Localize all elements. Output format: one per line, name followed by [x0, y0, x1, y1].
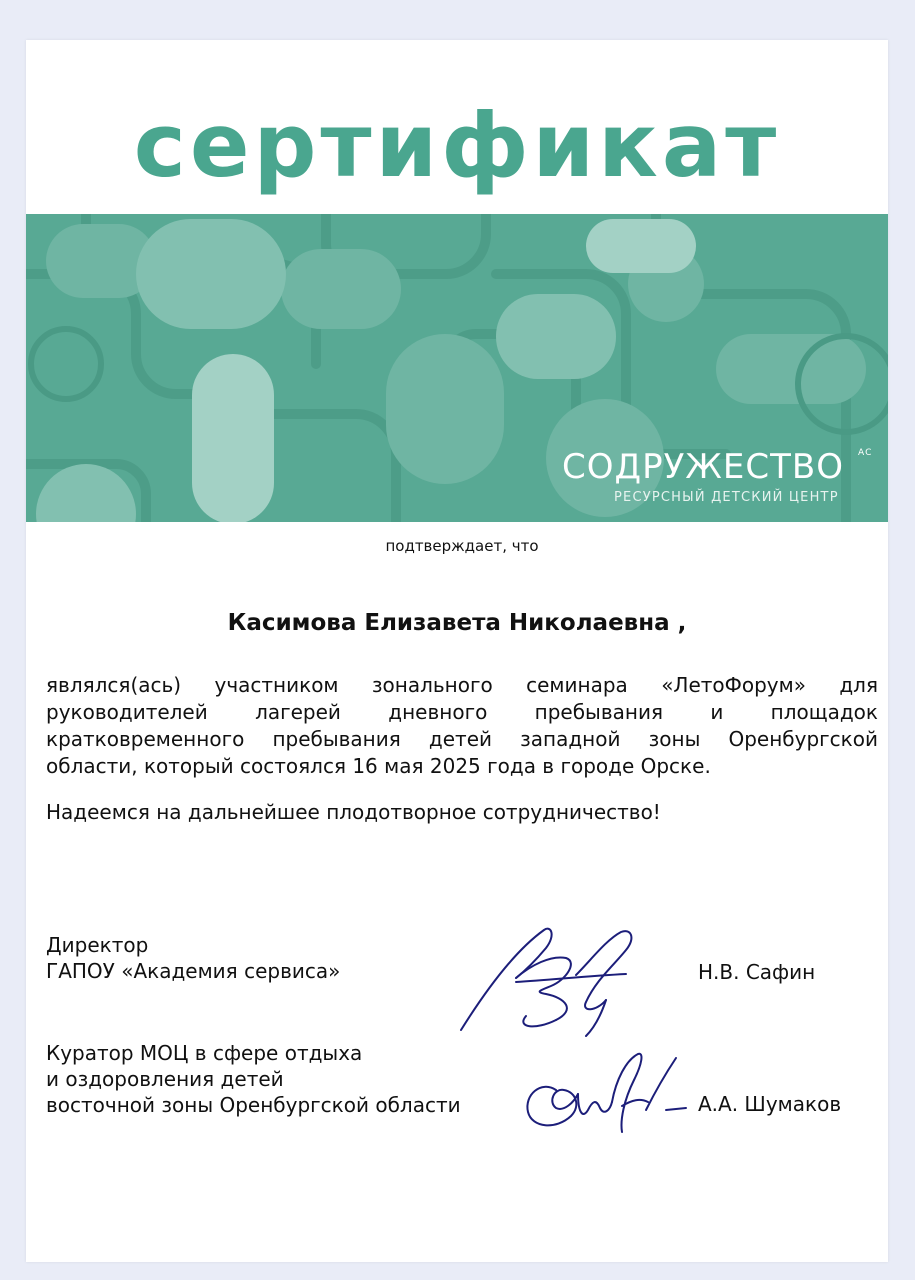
signatory-title-line: и оздоровления детей	[46, 1067, 284, 1091]
director-signature	[456, 920, 656, 1040]
certificate-sheet	[26, 40, 888, 1262]
decorative-band	[26, 214, 888, 522]
body-line: руководителей лагерей дневного пребывания и площадок	[46, 700, 878, 724]
logo-name: СОДРУЖЕСТВО	[562, 447, 844, 487]
signatory-title-line: ГАПОУ «Академия сервиса»	[46, 959, 341, 983]
signatory-curator-title	[46, 1040, 461, 1118]
recipient-name: Касимова Елизавета Николаевна ,	[227, 610, 687, 636]
logo-superscript: АС	[858, 448, 873, 458]
closing-text: Надеемся на дальнейшее плодотворное сотрудничество!	[46, 800, 661, 824]
body-line: кратковременного пребывания детей западной зоны Оренбургской	[46, 727, 878, 751]
curator-signature	[516, 1050, 696, 1140]
body-line: являлся(ась) участником зонального семинара «ЛетоФорум» для	[46, 673, 878, 697]
certificate-title: сертификат	[133, 94, 781, 197]
logo-subtitle: РЕСУРСНЫЙ ДЕТСКИЙ ЦЕНТР	[614, 490, 839, 505]
certificate-body	[46, 672, 878, 780]
signatory-curator-name: А.А. Шумаков	[698, 1092, 842, 1116]
signatory-title-line: Куратор МОЦ в сфере отдыха	[46, 1041, 363, 1065]
logo-sodruzhestvo	[562, 447, 882, 505]
signatory-title-line: восточной зоны Оренбургской области	[46, 1093, 461, 1117]
body-line: области, который состоялся 16 мая 2025 года в городе Орске.	[46, 754, 711, 778]
signatory-director-title	[46, 932, 340, 984]
signatory-director-name: Н.В. Сафин	[698, 960, 816, 984]
signatory-title-line: Директор	[46, 933, 149, 957]
confirms-text: подтверждает, что	[385, 537, 539, 555]
